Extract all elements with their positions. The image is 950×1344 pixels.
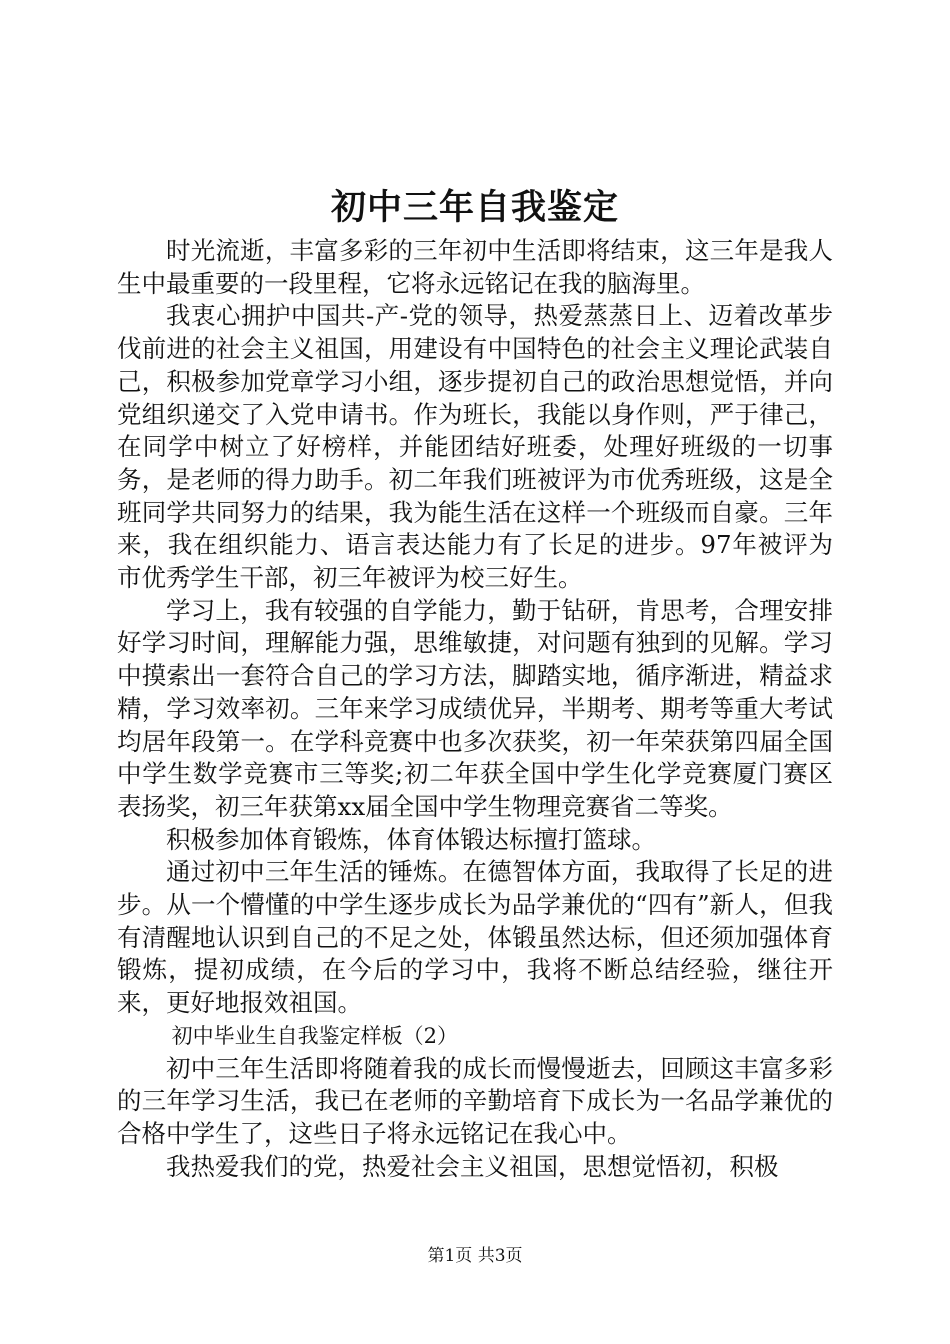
paragraph: 积极参加体育锻炼，体育体锻达标擅打篮球。 — [166, 824, 656, 854]
paragraph: 学习上，我有较强的自学能力，勤于钻研，肯思考，合理安排好学习时间，理解能力强，思维敏捷，对问题有独到的见解。学习中摸索出一套符合自己的学习方法，脚踏实地，循序渐进，精益求精，学习效率初。三年来学习成绩优异，半期考、期考等重大考试均居年段第一。在学科竞赛中也多次获奖，初一年荣获第四届全国中学生数学竞赛市三等奖;初二年获全国中学生化学竞赛厦门赛区表扬奖，初三年获第xx届全国中学生物理竞赛省二等奖。 — [117, 595, 833, 821]
page-number-footer: 第1页 共3页 — [427, 1246, 523, 1266]
paragraph: 时光流逝，丰富多彩的三年初中生活即将结束，这三年是我人生中最重要的一段里程，它将永远铭记在我的脑海里。 — [117, 236, 833, 298]
paragraph: 我热爱我们的党，热爱社会主义祖国，思想觉悟初，积极 — [166, 1151, 779, 1181]
paragraph: 我衷心拥护中国共-产-党的领导，热爱蒸蒸日上、迈着改革步伐前进的社会主义祖国，用建设有中国特色的社会主义理论武装自己，积极参加党章学习小组，逐步提初自己的政治思想觉悟，并向党组织递交了入党申请书。作为班长，我能以身作则，严于律己，在同学中树立了好榜样，并能团结好班委，处理好班级的一切事务，是老师的得力助手。初二年我们班被评为市优秀班级，这是全班同学共同努力的结果，我为能生活在这样一个班级而自豪。三年来，我在组织能力、语言表达能力有了长足的进步。97年被评为市优秀学生干部，初三年被评为校三好生。 — [117, 301, 833, 593]
paragraph: 初中三年生活即将随着我的成长而慢慢逝去，回顾这丰富多彩的三年学习生活，我已在老师的辛勤培育下成长为一名品学兼优的合格中学生了，这些日子将永远铭记在我心中。 — [117, 1053, 833, 1148]
document-title: 初中三年自我鉴定 — [330, 187, 619, 228]
document-body — [117, 235, 833, 1183]
paragraph: 通过初中三年生活的锤炼。在德智体方面，我取得了长足的进步。从一个懵懂的中学生逐步成长为品学兼优的“四有”新人，但我有清醒地认识到自己的不足之处，体锻虽然达标，但还须加强体育锻炼，提初成绩，在今后的学习中，我将不断总结经验，继往开来，更好地报效祖国。 — [117, 857, 833, 1018]
section-subheading: 初中毕业生自我鉴定样板（2） — [171, 1023, 458, 1048]
